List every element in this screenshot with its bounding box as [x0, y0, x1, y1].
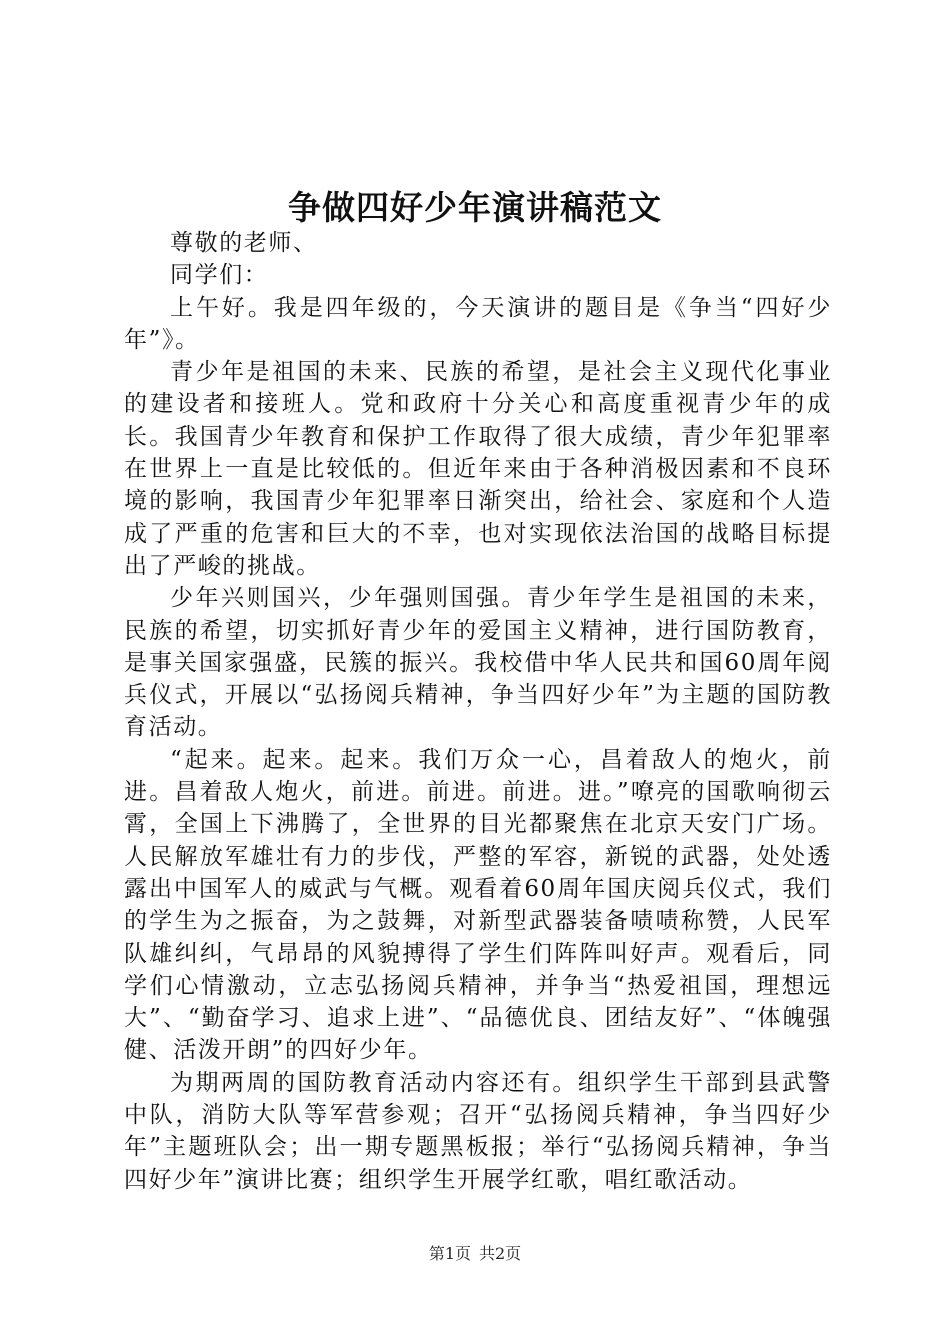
page-number: 第1页	[428, 1244, 471, 1263]
paragraph-opening: 上午好。我是四年级的，今天演讲的题目是《争当“四好少年”》。	[124, 294, 832, 353]
greeting-line-2: 同学们：	[170, 262, 269, 289]
document-title: 争做四好少年演讲稿范文	[288, 188, 662, 227]
page-total: 共2页	[479, 1244, 522, 1263]
paragraph-youth-future: 青少年是祖国的未来、民族的希望，是社会主义现代化事业的建设者和接班人。党和政府十分关心和高度重视青少年的成长。我国青少年教育和保护工作取得了很大成绩，青少年犯罪率在世界上一直是比较低的。但近年来由于各种消极因素和不良环境的影响，我国青少年犯罪率日渐突出，给社会、家庭和个人造成了严重的危害和巨大的不幸，也对实现依法治国的战略目标提出了严峻的挑战。	[124, 359, 832, 579]
paragraph-activities: 为期两周的国防教育活动内容还有。组织学生干部到县武警中队，消防大队等军营参观；召开“弘扬阅兵精神，争当四好少年”主题班队会；出一期专题黑板报；举行“弘扬阅兵精神，争当四好少年”演讲比赛；组织学生开展学红歌，唱红歌活动。	[124, 1069, 832, 1193]
page-footer	[0, 1242, 950, 1266]
greeting-line-1: 尊敬的老师、	[170, 230, 318, 256]
paragraph-national-defense: 少年兴则国兴，少年强则国强。青少年学生是祖国的未来，民族的希望，切实抓好青少年的爱国主义精神，进行国防教育，是事关国家强盛，民簇的振兴。我校借中华人民共和国60周年阅兵仪式，开展以“弘扬阅兵精神，争当四好少年”为主题的国防教育活动。	[124, 585, 832, 741]
document-body	[124, 227, 832, 1196]
paragraph-anthem-parade: “起来。起来。起来。我们万众一心，昌着敌人的炮火，前进。昌着敌人炮火，前进。前进。前进。进。”嘹亮的国歌响彻云霄，全国上下沸腾了，全世界的目光都聚焦在北京天安门广场。人民解放军雄壮有力的步伐，严整的军容，新锐的武器，处处透露出中国军人的威武与气概。观看着60周年国庆阅兵仪式，我们的学生为之振奋，为之鼓舞，对新型武器装备啧啧称赞，人民军队雄纠纠，气昂昂的风貌搏得了学生们阵阵叫好声。观看后，同学们心情激动，立志弘扬阅兵精神，并争当“热爱祖国，理想远大”、“勤奋学习、追求上进”、“品德优良、团结友好”、“体魄强健、活泼开朗”的四好少年。	[124, 746, 832, 1064]
